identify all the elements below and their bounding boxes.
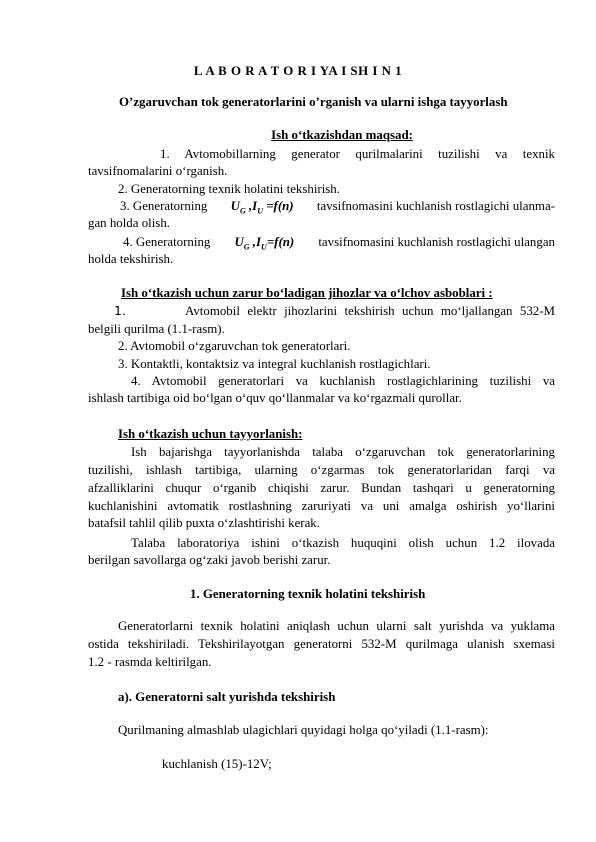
subsection-a-text: Qurilmaning almashlab ulagichlari quyidagi holga qo‘yiladi (1.1-rasm): <box>118 723 489 737</box>
aim-item-3-text: tavsifnomasini kuchlanish rostlagichi ulanma- <box>316 199 555 213</box>
preparation-paragraph-2-line-1: Talaba laboratoriya ishini o‘tkazish huquqini olish uchun 1.2 ilovada <box>131 536 555 550</box>
subsection-a-heading: a). Generatorni salt yurishda tekshirish <box>118 690 336 704</box>
aim-item-1: 1. Avtomobillarning generator qurilmalarini tuzilishi va texnik <box>160 147 555 161</box>
section-1-paragraph-line-2: ostida tekshiriladi. Tekshirilayotgan generatorni 532-M qurilmaga ulanish sxemasi <box>88 637 555 651</box>
preparation-paragraph-2-line-2: berilgan savollarga og‘zaki javob berishi zarur. <box>88 553 331 567</box>
section-1-paragraph-line-3: 1.2 - rasmda keltirilgan. <box>88 655 212 669</box>
preparation-paragraph-1-line-1: Ish bajarishga tayyorlanishda talaba o‘zgaruvchan tok generatorlarining <box>131 445 555 459</box>
preparation-paragraph-1-line-2: tuzilishi, ishlash tartibiga, ularning o‘zgarmas tok generatorlaridan farqi va <box>88 463 555 477</box>
aim-item-4 <box>123 234 555 256</box>
page-title: L A B O R A T O R I YA I SH I N 1 <box>193 64 403 78</box>
document-subtitle: O’zgaruvchan tok generatorlarini o’rganish va ularni ishga tayyorlash <box>119 95 508 109</box>
aim-item-4-formula: $U_G$ $,I_U=f(n)$ <box>234 235 295 252</box>
equipment-item-1-cont: belgili qurilma (1.1-rasm). <box>88 322 225 336</box>
aim-item-4-label: 4. Generatorning <box>123 235 211 249</box>
equipment-item-2: 2. Avtomobil o‘zgaruvchan tok generatorlari. <box>118 339 351 353</box>
aim-item-4-text: tavsifnomasini kuchlanish rostlagichi ulangan <box>318 235 555 249</box>
equipment-item-1 <box>114 303 555 319</box>
aim-item-3-cont: gan holda olish. <box>88 216 170 230</box>
aim-item-3-label: 3. Generatorning <box>120 199 208 213</box>
equipment-item-4-cont: ishlash tartibiga oid bo‘lgan o‘quv qo‘llanmalar va ko‘rgazmali qurollar. <box>88 391 462 405</box>
aim-item-3 <box>120 198 555 220</box>
preparation-paragraph-1-line-3: afzalliklarini chuqur o‘rganib chiqishi zarur. Bundan tashqari u generatorning <box>88 481 555 495</box>
setting-voltage: kuchlanish (15)-12V; <box>162 757 272 771</box>
equipment-item-3: 3. Kontaktli, kontaktsiz va integral kuchlanish rostlagichlari. <box>118 357 431 371</box>
aim-item-4-cont: holda tekshirish. <box>88 252 174 266</box>
section-1-paragraph-line-1: Generatorlarni texnik holatini aniqlash uchun ularni salt yurishda va yuklama <box>118 619 555 633</box>
equipment-heading: Ish o‘tkazish uchun zarur bo‘ladigan jihozlar va o‘lchov asboblari : <box>121 286 493 300</box>
aim-heading: Ish o‘tkazishdan maqsad: <box>271 128 413 142</box>
preparation-paragraph-1-line-5: batafsil tahlil qilib puxta o‘zlashtirishi kerak. <box>88 516 320 530</box>
equipment-item-1-number: 1. <box>114 303 126 318</box>
aim-item-1-cont: tavsifnomalarini o‘rganish. <box>88 164 228 178</box>
preparation-paragraph-1-line-4: kuchlanishini avtomatik rostlashning zaruriyati va uni amalga oshirish yo‘llarini <box>88 499 555 513</box>
equipment-item-4: 4. Avtomobil generatorlari va kuchlanish rostlagichlarining tuzilishi va <box>131 374 555 388</box>
aim-item-3-formula: $U_G$ $,I_U =f(n)$ <box>230 199 294 216</box>
equipment-item-1-text: Avtomobil elektr jihozlarini tekshirish uchun mo‘ljallangan 532-M <box>185 304 555 318</box>
aim-item-2: 2. Generatorning texnik holatini tekshirish. <box>118 182 340 196</box>
section-1-heading: 1. Generatorning texnik holatini tekshirish <box>190 587 426 601</box>
preparation-heading: Ish o‘tkazish uchun tayyorlanish: <box>118 427 303 441</box>
